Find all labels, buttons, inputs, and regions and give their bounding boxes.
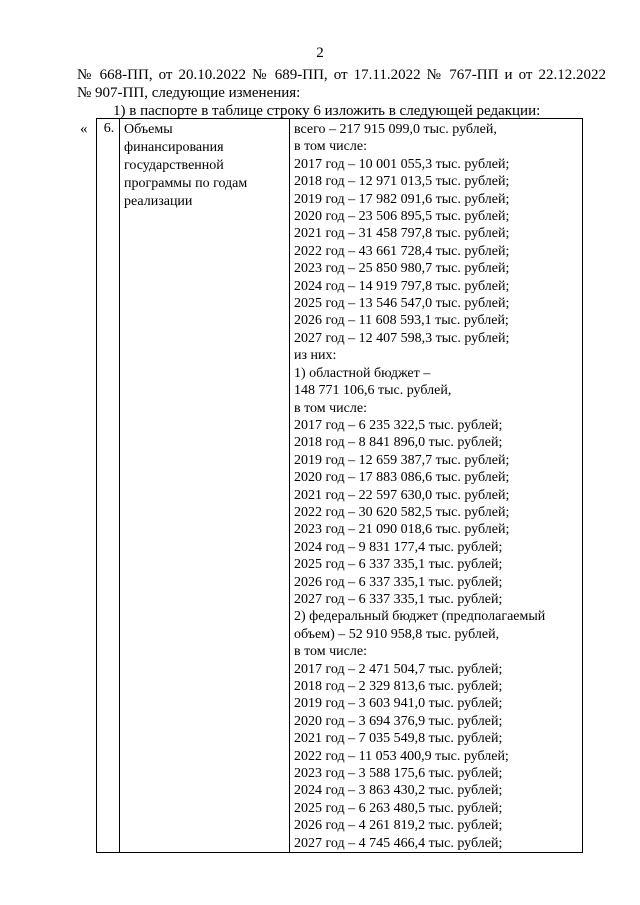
list-item: 2026 год – 11 608 593,1 тыс. рублей; [294,313,509,329]
intro-line-3: 1) в паспорте в таблице строку 6 изложить в следующей редакции: [113,103,541,119]
list-item: в том числе: [294,644,367,660]
list-item: реализации [124,194,193,209]
list-item: государственной [124,158,224,173]
list-item: 2023 год – 21 090 018,6 тыс. рублей; [294,522,510,538]
intro-line-1: № 668-ПП, от 20.10.2022 № 689-ПП, от 17.11.2022 № 767-ПП и от 22.12.2022 [77,67,606,83]
intro-paragraph [77,66,606,120]
list-item: 1) областной бюджет – [294,365,431,381]
list-item: 2025 год – 6 337 335,1 тыс. рублей; [294,557,503,573]
passport-table [96,118,583,853]
list-item: 2019 год – 12 659 387,7 тыс. рублей; [294,452,510,468]
list-item: 2017 год – 2 471 504,7 тыс. рублей; [294,661,503,677]
row-name-cell [120,119,290,853]
list-item: 2021 год – 7 035 549,8 тыс. рублей; [294,731,503,747]
list-item: 2018 год – 2 329 813,6 тыс. рублей; [294,679,503,694]
intro-line-2: № 907-ПП, следующие изменения: [77,85,301,101]
list-item: 2024 год – 14 919 797,8 тыс. рублей; [294,278,510,294]
list-item: 2025 год – 13 546 547,0 тыс. рублей; [294,296,510,312]
list-item: 2024 год – 3 863 430,2 тыс. рублей; [294,783,503,799]
list-item: 2019 год – 17 982 091,6 тыс. рублей; [294,191,510,207]
list-item: 2027 год – 12 407 598,3 тыс. рублей; [294,330,510,346]
list-item: 2023 год – 3 588 175,6 тыс. рублей; [294,766,503,782]
list-item: 2026 год – 4 261 819,2 тыс. рублей; [294,818,503,834]
table-row [97,119,583,853]
list-item: 2019 год – 3 603 941,0 тыс. рублей; [294,696,503,712]
list-item: 2017 год – 10 001 055,3 тыс. рублей; [294,156,510,172]
row-value-cell [290,119,583,853]
list-item: 2027 год – 4 745 466,4 тыс. рублей; [294,835,503,851]
list-item: 2022 год – 43 661 728,4 тыс. рублей; [294,243,510,259]
list-item: 2022 год – 30 620 582,5 тыс. рублей; [294,504,510,520]
list-item: из них: [294,348,337,364]
opening-quote-mark: « [80,121,88,137]
list-item: 2021 год – 31 458 797,8 тыс. рублей; [294,226,510,242]
list-item: 2020 год – 3 694 376,9 тыс. рублей; [294,713,503,729]
list-item: программы по годам [124,176,248,191]
list-item: 2020 год – 17 883 086,6 тыс. рублей; [294,470,510,486]
list-item: 2017 год – 6 235 322,5 тыс. рублей; [294,417,503,433]
list-item: 2020 год – 23 506 895,5 тыс. рублей; [294,209,510,225]
list-item: Объемы [124,122,173,137]
list-item: 2026 год – 6 337 335,1 тыс. рублей; [294,574,503,590]
list-item: в том числе: [294,139,367,155]
list-item: 2024 год – 9 831 177,4 тыс. рублей; [294,539,503,555]
list-item: 2021 год – 22 597 630,0 тыс. рублей; [294,487,510,503]
row-number-cell: 6. [97,119,120,853]
list-item: 2018 год – 12 971 013,5 тыс. рублей; [294,174,510,190]
list-item: 2) федеральный бюджет (предполагаемый объем) – 52 910 958,8 тыс. рублей, [294,609,546,642]
list-item: всего – 217 915 099,0 тыс. рублей, [294,122,497,137]
list-item: 2025 год – 6 263 480,5 тыс. рублей; [294,800,503,816]
list-item: 2018 год – 8 841 896,0 тыс. рублей; [294,435,503,451]
list-item: 148 771 106,6 тыс. рублей, [294,383,452,399]
list-item: финансирования [124,140,224,155]
list-item: 2023 год – 25 850 980,7 тыс. рублей; [294,261,510,277]
list-item: 2022 год – 11 053 400,9 тыс. рублей; [294,748,509,764]
list-item: 2027 год – 6 337 335,1 тыс. рублей; [294,591,503,607]
list-item: в том числе: [294,400,367,416]
page-number: 2 [316,45,324,61]
